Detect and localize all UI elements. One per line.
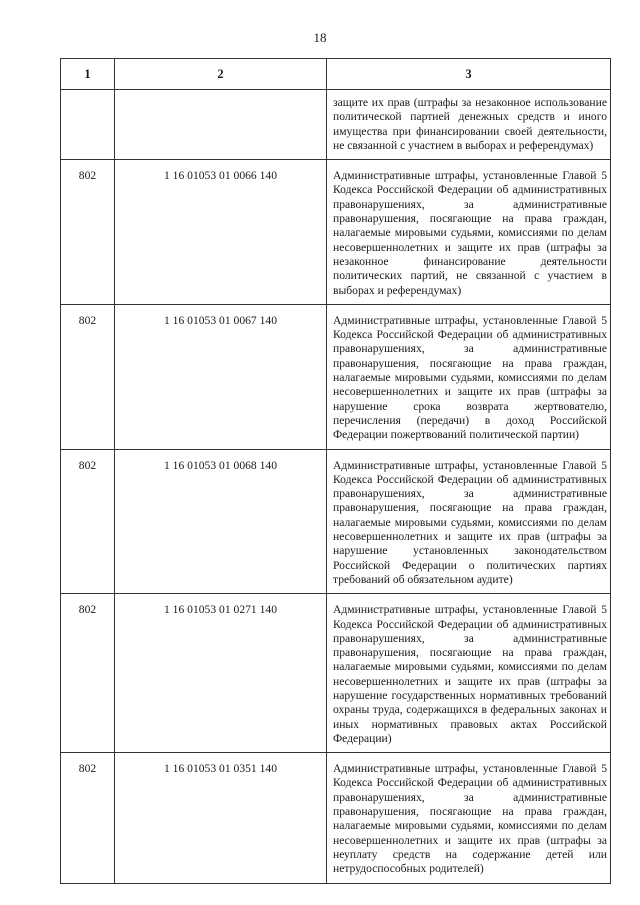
description-cell: Административные штрафы, установленные Главой 5 Кодекса Российской Федерации об административных правонарушениях, за административные правонарушения, посягающие на права граждан, налагаемые мировыми судьями, комиссиями по делам несовершеннолетних и защите их прав (штрафы за нарушение установленных законодательством Российской Федерации о политических партиях требований об обязательном аудите) bbox=[327, 449, 611, 594]
table-row bbox=[61, 160, 611, 305]
revenue-code-cell: 1 16 01053 01 0351 140 bbox=[115, 753, 327, 883]
revenue-code-cell: 1 16 01053 01 0271 140 bbox=[115, 594, 327, 753]
budget-code-table bbox=[60, 58, 611, 884]
admin-code-cell: 802 bbox=[61, 753, 115, 883]
revenue-code-cell: 1 16 01053 01 0068 140 bbox=[115, 449, 327, 594]
description-cell: Административные штрафы, установленные Главой 5 Кодекса Российской Федерации об административных правонарушениях, за административные правонарушения, посягающие на права граждан, налагаемые мировыми судьями, комиссиями по делам несовершеннолетних и защите их прав (штрафы за незаконное финансирование деятельности политических партий, не связанной с участием в выборах и референдумах) bbox=[327, 160, 611, 305]
admin-code-cell: 802 bbox=[61, 160, 115, 305]
description-cell: Административные штрафы, установленные Главой 5 Кодекса Российской Федерации об административных правонарушениях, за административные правонарушения, посягающие на права граждан, налагаемые мировыми судьями, комиссиями по делам несовершеннолетних и защите их прав (штрафы за нарушение государственных нормативных требований охраны труда, содержащихся в федеральных законах и иных нормативных правовых актах Российской Федерации) bbox=[327, 594, 611, 753]
description-cell: Административные штрафы, установленные Главой 5 Кодекса Российской Федерации об административных правонарушениях, за административные правонарушения, посягающие на права граждан, налагаемые мировыми судьями, комиссиями по делам несовершеннолетних и защите их прав (штрафы за неуплату средств на содержание детей или нетрудоспособных родителей) bbox=[327, 753, 611, 883]
revenue-code-cell bbox=[115, 90, 327, 160]
table-row bbox=[61, 594, 611, 753]
table-row bbox=[61, 449, 611, 594]
description-cell: Административные штрафы, установленные Главой 5 Кодекса Российской Федерации об административных правонарушениях, за административные правонарушения, посягающие на права граждан, налагаемые мировыми судьями, комиссиями по делам несовершеннолетних и защите их прав (штрафы за нарушение срока возврата жертвователю, перечисления (передачи) в доход Российской Федерации пожертвований политической партии) bbox=[327, 304, 611, 449]
admin-code-cell: 802 bbox=[61, 449, 115, 594]
admin-code-cell bbox=[61, 90, 115, 160]
revenue-code-cell: 1 16 01053 01 0066 140 bbox=[115, 160, 327, 305]
admin-code-cell: 802 bbox=[61, 304, 115, 449]
page-number: 18 bbox=[313, 30, 327, 45]
table-row bbox=[61, 753, 611, 883]
column-header-3: 3 bbox=[327, 59, 611, 90]
table-row bbox=[61, 304, 611, 449]
table-row bbox=[61, 90, 611, 160]
table-header-row bbox=[61, 59, 611, 90]
description-cell: защите их прав (штрафы за незаконное использование политической партией денежных средств и иного имущества при финансировании своей деятельности, не связанной с участием в выборах и референдумах) bbox=[327, 90, 611, 160]
revenue-code-cell: 1 16 01053 01 0067 140 bbox=[115, 304, 327, 449]
admin-code-cell: 802 bbox=[61, 594, 115, 753]
column-header-1: 1 bbox=[61, 59, 115, 90]
column-header-2: 2 bbox=[115, 59, 327, 90]
